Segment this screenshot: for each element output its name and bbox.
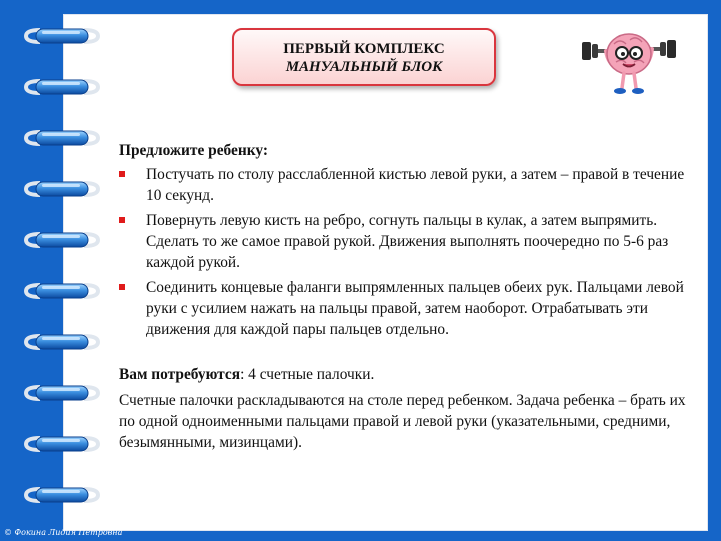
binding-ring — [26, 233, 98, 247]
binding-ring — [26, 386, 98, 400]
list-item: Повернуть левую кисть на ребро, согнуть пальцы в кулак, а затем выпрямить. Сделать то же самое правой рукой. Движения выполнять поочередно по 5-6 раз каждой рукой. — [119, 210, 689, 273]
list-item: Постучать по столу расслабленной кистью левой руки, а затем – правой в течение 10 секунд. — [119, 164, 689, 206]
square-bullet-icon — [119, 284, 125, 290]
binding-ring — [26, 182, 98, 196]
instructions-content — [119, 140, 689, 453]
binding-ring — [26, 335, 98, 349]
materials-value: : 4 счетные палочки. — [240, 366, 375, 383]
copyright-text: © Фокина Лидия Петровна — [4, 528, 123, 537]
list-item: Соединить концевые фаланги выпрямленных пальцев обеих рук. Пальцами левой руки с усилием нажать на пальцы правой, затем наоборот. Отрабатывать эти движения для каждой пары пальцев отдельно. — [119, 277, 689, 340]
binding-ring — [26, 29, 98, 43]
exercise-list — [119, 164, 689, 340]
binding-ring — [26, 80, 98, 94]
materials-label: Вам потребуются — [119, 366, 241, 383]
square-bullet-icon — [119, 171, 125, 177]
description-paragraph: Счетные палочки раскладываются на столе перед ребенком. Задача ребенка – брать их по одной одноименными пальцами правой и левой руки (указательными, средними, безымянными, мизинцами). — [119, 392, 686, 451]
title-line-1: ПЕРВЫЙ КОМПЛЕКС — [283, 41, 445, 57]
lead-text: Предложите ребенку: — [119, 142, 269, 159]
title-box — [232, 28, 496, 86]
materials-line — [119, 364, 689, 385]
title-line-2: МАНУАЛЬНЫЙ БЛОК — [285, 59, 443, 75]
binding-ring — [26, 284, 98, 298]
spiral-binding — [0, 0, 110, 541]
binding-ring — [26, 131, 98, 145]
binding-ring — [26, 488, 98, 502]
square-bullet-icon — [119, 217, 125, 223]
binding-ring — [26, 437, 98, 451]
brain-mascot-icon — [578, 20, 680, 98]
